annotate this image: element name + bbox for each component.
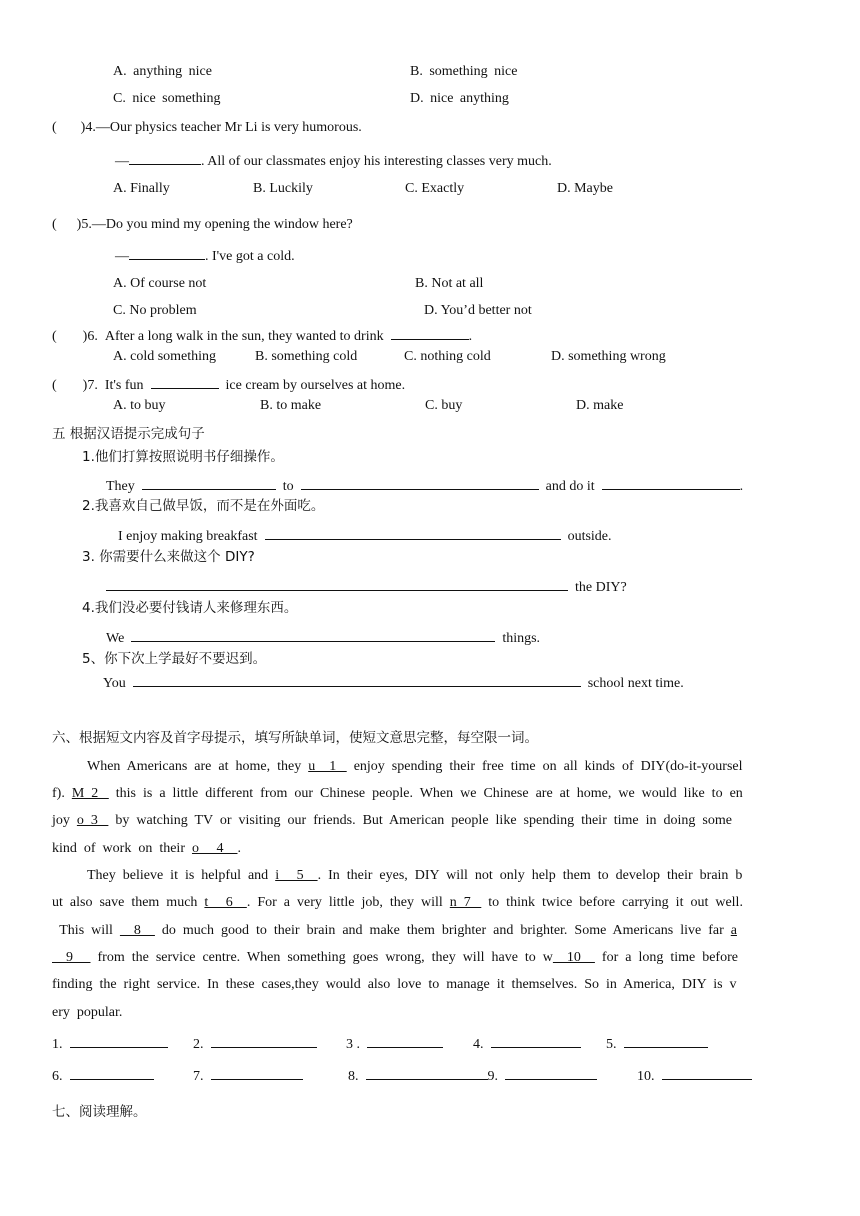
- answer-1: 1.: [52, 1033, 168, 1054]
- s5-item2-cn: 2.我喜欢自己做早饭，而不是在外面吃。: [82, 498, 325, 514]
- s5-item3-blank[interactable]: [106, 576, 568, 591]
- answer-6-blank[interactable]: [70, 1065, 154, 1080]
- s6-blank-10[interactable]: 10: [552, 950, 595, 965]
- q6-stem: After a long walk in the sun, they wanted to drink: [104, 329, 384, 344]
- s6-line4: kind of work on their o 4 .: [52, 841, 241, 856]
- q5-paren-open: (: [52, 217, 57, 232]
- s6-blank-6[interactable]: t 6: [204, 895, 247, 910]
- s5-item1-p3: and do it: [545, 479, 595, 494]
- q4-reply-dash: —: [115, 154, 129, 169]
- q7-option-b: B. to make: [260, 398, 322, 413]
- q6-end: .: [468, 329, 473, 344]
- q5-stem-line: [52, 216, 353, 234]
- q3-option-a: A. anything nice: [113, 64, 212, 79]
- s6-blank-2[interactable]: M 2: [71, 786, 109, 801]
- s5-item1-blank1[interactable]: [142, 475, 276, 490]
- answer-3: 3 .: [346, 1033, 443, 1054]
- q3-option-d: D. nice anything: [410, 91, 509, 106]
- q3-option-b: B. something nice: [410, 64, 518, 79]
- q6-paren-open: (: [52, 329, 57, 344]
- answer-5-blank[interactable]: [624, 1033, 708, 1048]
- q6-number: )6.: [82, 329, 98, 344]
- s5-item1-blank3[interactable]: [602, 475, 740, 490]
- q4-option-a: A. Finally: [113, 181, 170, 196]
- s6-line5: They believe it is helpful and i 5 . In their eyes, DIY will not only help them to develop their brain b: [87, 868, 743, 883]
- q5-option-c: C. No problem: [113, 303, 197, 318]
- s5-item2-line: [118, 525, 612, 546]
- q4-number: )4.: [80, 120, 96, 135]
- answer-7: 7.: [193, 1065, 303, 1086]
- s6-blank-5[interactable]: i 5: [275, 868, 318, 883]
- q5-reply-line: [115, 245, 295, 266]
- s6-blank-9-prefix[interactable]: a: [730, 923, 737, 938]
- s5-item3-cn: 3. 你需要什么来做这个 DIY?: [82, 549, 255, 565]
- s5-item1-blank2[interactable]: [301, 475, 539, 490]
- s5-item1-line: [106, 475, 743, 496]
- answer-10-blank[interactable]: [662, 1065, 752, 1080]
- answer-8-blank[interactable]: [366, 1065, 488, 1080]
- s5-item4-p1: We: [106, 631, 125, 646]
- q6-option-c: C. nothing cold: [404, 349, 491, 364]
- q5-number: )5.: [76, 217, 92, 232]
- answer-2-blank[interactable]: [211, 1033, 317, 1048]
- answer-6: 6.: [52, 1065, 154, 1086]
- q7-option-a: A. to buy: [113, 398, 166, 413]
- q7-stem-b: ice cream by ourselves at home.: [225, 378, 406, 393]
- s5-item2-p1: I enjoy making breakfast: [118, 529, 258, 544]
- s5-item5-cn: 5、你下次上学最好不要迟到。: [82, 651, 267, 667]
- q4-stem: —Our physics teacher Mr Li is very humorous.: [95, 120, 362, 135]
- s6-line7: This will 8 do much good to their brain and make them brighter and brighter. Some Americans live far a: [56, 923, 737, 938]
- s6-line1: When Americans are at home, they u 1 enjoy spending their free time on all kinds of DIY(do-it-yoursel: [87, 759, 743, 774]
- s6-blank-4[interactable]: o 4: [191, 841, 238, 856]
- q6-option-a: A. cold something: [113, 349, 217, 364]
- s5-item4-cn: 4.我们没必要付钱请人来修理东西。: [82, 600, 298, 616]
- q6-answer-blank[interactable]: [391, 325, 469, 340]
- answer-4-blank[interactable]: [491, 1033, 581, 1048]
- q4-option-b: B. Luckily: [253, 181, 313, 196]
- q5-reply-dash: —: [115, 249, 129, 264]
- q4-answer-blank[interactable]: [129, 150, 201, 165]
- q7-option-d: D. make: [576, 398, 624, 413]
- s5-item4-blank[interactable]: [131, 627, 495, 642]
- q5-option-d: D. You’d better not: [424, 303, 532, 318]
- section6-title: 六、根据短文内容及首字母提示，填写所缺单词，使短文意思完整，每空限一词。: [52, 730, 538, 746]
- q6-option-b: B. something cold: [255, 349, 358, 364]
- answer-9-blank[interactable]: [505, 1065, 597, 1080]
- answer-8-9: 8. 9.: [348, 1065, 597, 1086]
- s6-line2: f). M 2 this is a little different from our Chinese people. When we Chinese are at home, we would like to en: [52, 786, 743, 801]
- s5-item5-p2: school next time.: [587, 676, 684, 691]
- q7-option-c: C. buy: [425, 398, 463, 413]
- q4-stem-line: [52, 119, 362, 137]
- s6-blank-1[interactable]: u 1: [308, 759, 347, 774]
- q5-reply-text: . I've got a cold.: [205, 249, 295, 264]
- s5-item4-line: [106, 627, 540, 648]
- q5-option-a: A. Of course not: [113, 276, 207, 291]
- section5-title: 五 根据汉语提示完成句子: [52, 426, 205, 442]
- s5-item3-p2: the DIY?: [575, 580, 627, 595]
- s5-item2-blank[interactable]: [265, 525, 561, 540]
- s6-line9: finding the right service. In these cases,they would also love to manage it themselves. So in America, DIY is v: [52, 977, 737, 992]
- q3-option-c: C. nice something: [113, 91, 221, 106]
- answer-3-blank[interactable]: [367, 1033, 443, 1048]
- s6-blank-7[interactable]: n 7: [449, 895, 482, 910]
- s6-blank-9[interactable]: 9: [52, 950, 91, 965]
- q4-reply-text: . All of our classmates enjoy his interesting classes very much.: [201, 154, 552, 169]
- s5-item1-p2: to: [282, 479, 294, 494]
- section7-title: 七、阅读理解。: [52, 1104, 147, 1120]
- s5-item5-line: [103, 672, 684, 693]
- s6-blank-8[interactable]: 8: [119, 923, 155, 938]
- q4-reply-line: [115, 150, 552, 171]
- answer-5: 5.: [606, 1033, 708, 1054]
- s5-item1-p4: .: [739, 479, 744, 494]
- s5-item5-p1: You: [103, 676, 126, 691]
- q5-answer-blank[interactable]: [129, 245, 205, 260]
- answer-2: 2.: [193, 1033, 317, 1054]
- s5-item5-blank[interactable]: [133, 672, 581, 687]
- s5-item3-line: [106, 576, 627, 597]
- q4-paren-open: (: [52, 120, 57, 135]
- s6-blank-3[interactable]: o 3: [76, 813, 109, 828]
- q4-option-c: C. Exactly: [405, 181, 465, 196]
- answer-10: 10.: [637, 1065, 752, 1086]
- q7-answer-blank[interactable]: [151, 374, 219, 389]
- q7-stem-a: It's fun: [104, 378, 144, 393]
- q6-stem-line: [52, 325, 472, 346]
- s5-item4-p2: things.: [502, 631, 541, 646]
- s5-item2-p2: outside.: [567, 529, 612, 544]
- answer-7-blank[interactable]: [211, 1065, 303, 1080]
- q7-number: )7.: [82, 378, 98, 393]
- q5-option-b: B. Not at all: [415, 276, 484, 291]
- q7-paren-open: (: [52, 378, 57, 393]
- s6-line6: ut also save them much t 6 . For a very little job, they will n 7 to think twice before carrying it out well.: [52, 895, 743, 910]
- s6-line10: ery popular.: [52, 1005, 123, 1020]
- q5-stem: —Do you mind my opening the window here?: [91, 217, 353, 232]
- answer-4: 4.: [473, 1033, 581, 1054]
- s5-item1-cn: 1.他们打算按照说明书仔细操作。: [82, 449, 284, 465]
- s6-line8: 9 from the service centre. When something goes wrong, they will have to w 10 for a long time before: [52, 950, 738, 965]
- q4-option-d: D. Maybe: [557, 181, 613, 196]
- q6-option-d: D. something wrong: [551, 349, 666, 364]
- s6-line3: joy o 3 by watching TV or visiting our friends. But American people like spending their time in doing some: [52, 813, 732, 828]
- q7-stem-line: [52, 374, 405, 395]
- s5-item1-p1: They: [106, 479, 135, 494]
- answer-1-blank[interactable]: [70, 1033, 168, 1048]
